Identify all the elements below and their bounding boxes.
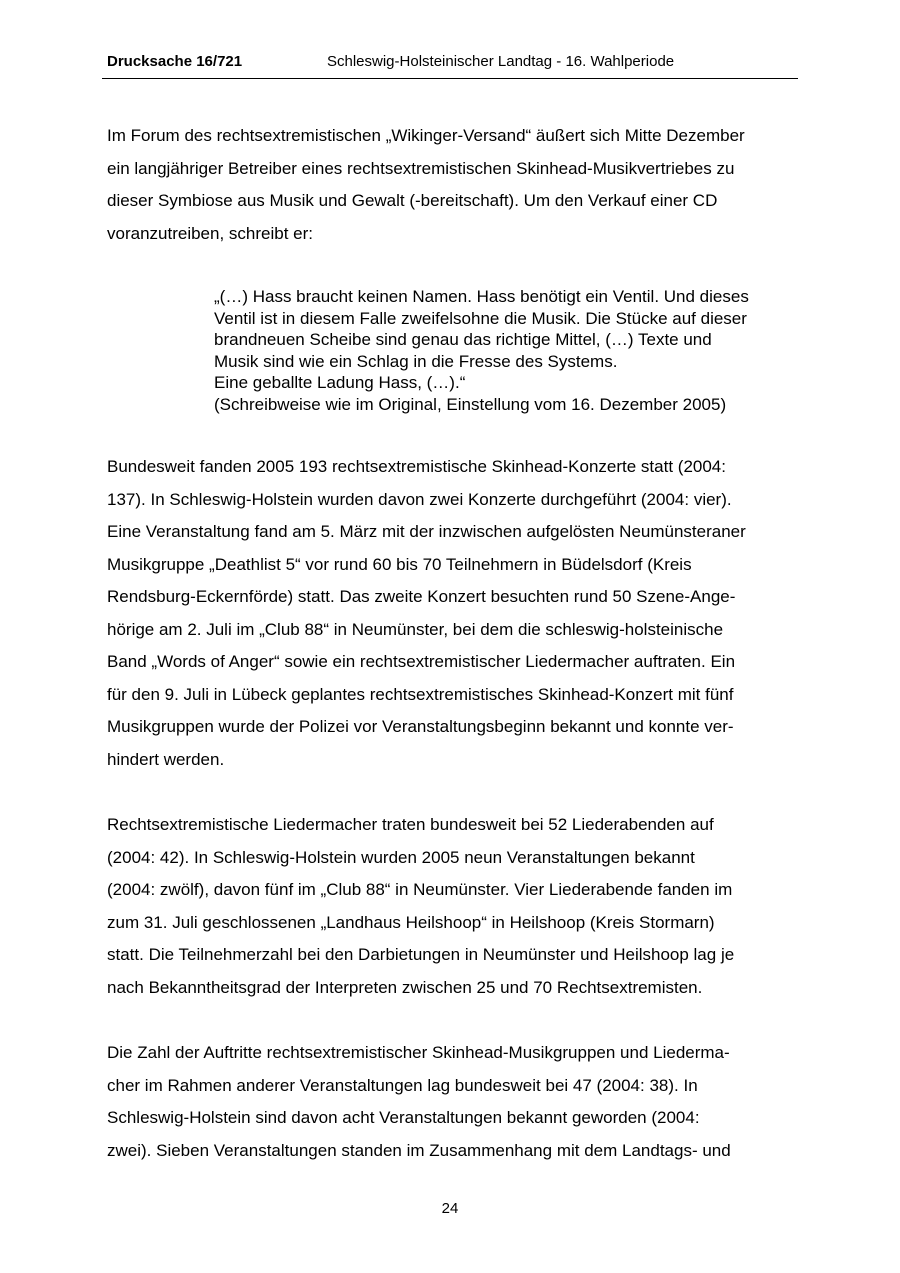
block-quote: „(…) Hass braucht keinen Namen. Hass benötigt ein Ventil. Und dieses Ventil ist in diesem Falle zweifelsohne die Musik. Die Stücke auf dieser brandneuen Scheibe sind genau das richtige Mittel, (…) Texte und Musik sind wie ein Schlag in die Fresse des Systems. Eine geballte Ladung Hass, (…).“ bbox=[214, 287, 749, 392]
paragraph-songwriters: Rechtsextremistische Liedermacher traten bundesweit bei 52 Liederabenden auf (2004: 42). In Schleswig-Holstein wurden 2005 neun Veranstaltungen bekannt (2004: zwölf), davon fünf im „Club 88“ in Neumünster. Vier Liederabende fanden im zum 31. Juli geschlossenen „Landhaus Heilshoop“ in Heilshoop (Kreis Stormarn) statt. Die Teilnehmerzahl bei den Darbietungen in Neumünster und Heilshoop lag je nach Bekanntheitsgrad der Interpreten zwischen 25 und 70 Rechtsextremisten. bbox=[107, 815, 735, 997]
paragraph-appearances: Die Zahl der Auftritte rechtsextremistischer Skinhead-Musikgruppen und Liederma- cher im Rahmen anderer Veranstaltungen lag bundesweit bei 47 (2004: 38). In Schleswig-Holstein sind davon acht Veranstaltungen bekannt geworden (2004: zwei). Sieben Veranstaltungen standen im Zusammenhang mit dem Landtags- und bbox=[107, 1043, 731, 1160]
paragraph-concerts: Bundesweit fanden 2005 193 rechtsextremistische Skinhead-Konzerte statt (2004: 137). In Schleswig-Holstein wurden davon zwei Konzerte durchgeführt (2004: vier). Eine Veranstaltung fand am 5. März mit der inzwischen aufgelösten Neumünsteraner Musikgruppe „Deathlist 5“ vor rund 60 bis 70 Teilnehmern in Büdelsdorf (Kreis Rendsburg-Eckernförde) statt. Das zweite Konzert besuchten rund 50 Szene-Ange- hörige am 2. Juli im „Club 88“ in Neumünster, bei dem die schleswig-holsteinische Band „Words of Anger“ sowie ein rechtsextremistischer Liedermacher auftraten. Ein für den 9. Juli in Lübeck geplantes rechtsextremistisches Skinhead-Konzert mit fünf Musikgruppen wurde der Polizei vor Veranstaltungsbeginn bekannt und konnte ver- hindert werden. bbox=[107, 457, 746, 769]
page-content bbox=[107, 120, 797, 1167]
quote-note: (Schreibweise wie im Original, Einstellung vom 16. Dezember 2005) bbox=[214, 394, 727, 414]
header-title: Schleswig-Holsteinischer Landtag - 16. Wahlperiode bbox=[327, 53, 675, 70]
page-number: 24 bbox=[441, 1200, 459, 1217]
page-header bbox=[102, 52, 798, 79]
document-number: Drucksache 16/721 bbox=[107, 53, 243, 70]
paragraph-intro: Im Forum des rechtsextremistischen „Wikinger-Versand“ äußert sich Mitte Dezember ein langjähriger Betreiber eines rechtsextremistischen Skinhead-Musikvertriebes zu dieser Symbiose aus Musik und Gewalt (-bereitschaft). Um den Verkauf einer CD voranzutreiben, schreibt er: bbox=[107, 126, 745, 243]
